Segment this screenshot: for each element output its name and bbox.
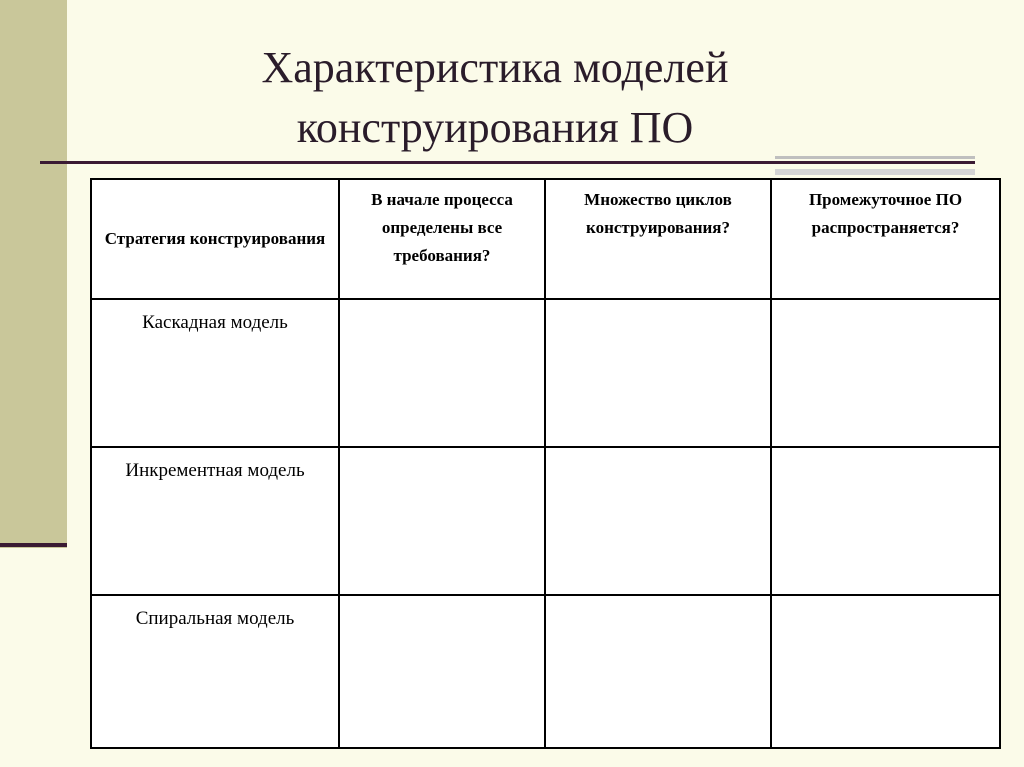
table-cell[interactable] (339, 447, 545, 595)
table-cell[interactable] (545, 595, 771, 748)
left-accent-rule (0, 543, 67, 547)
table-cell[interactable] (545, 447, 771, 595)
row-label-waterfall: Каскадная модель (91, 299, 339, 447)
table-cell[interactable] (339, 595, 545, 748)
title-rule-shadow (775, 156, 975, 178)
table-header-row (91, 179, 1000, 299)
title-divider (40, 161, 975, 164)
table-cell[interactable] (339, 299, 545, 447)
table-cell[interactable] (545, 299, 771, 447)
table-cell[interactable] (771, 447, 1000, 595)
title-line-2: конструирования ПО (296, 103, 694, 152)
slide-title (150, 38, 840, 158)
title-line-1: Характеристика моделей (261, 43, 729, 92)
header-strategy: Стратегия конструирования (91, 179, 339, 299)
table-cell[interactable] (771, 595, 1000, 748)
table-row-incremental (91, 447, 1000, 595)
left-accent-band (0, 0, 67, 548)
table-row-waterfall (91, 299, 1000, 447)
header-intermediate-release: Промежуточное ПО распространяется? (771, 179, 1000, 299)
models-comparison-table (90, 178, 1001, 749)
row-label-spiral: Спиральная модель (91, 595, 339, 748)
table-row-spiral (91, 595, 1000, 748)
row-label-incremental: Инкрементная модель (91, 447, 339, 595)
table-cell[interactable] (771, 299, 1000, 447)
header-multiple-cycles: Множество циклов конструирования? (545, 179, 771, 299)
header-requirements-defined: В начале процесса определены все требования? (339, 179, 545, 299)
